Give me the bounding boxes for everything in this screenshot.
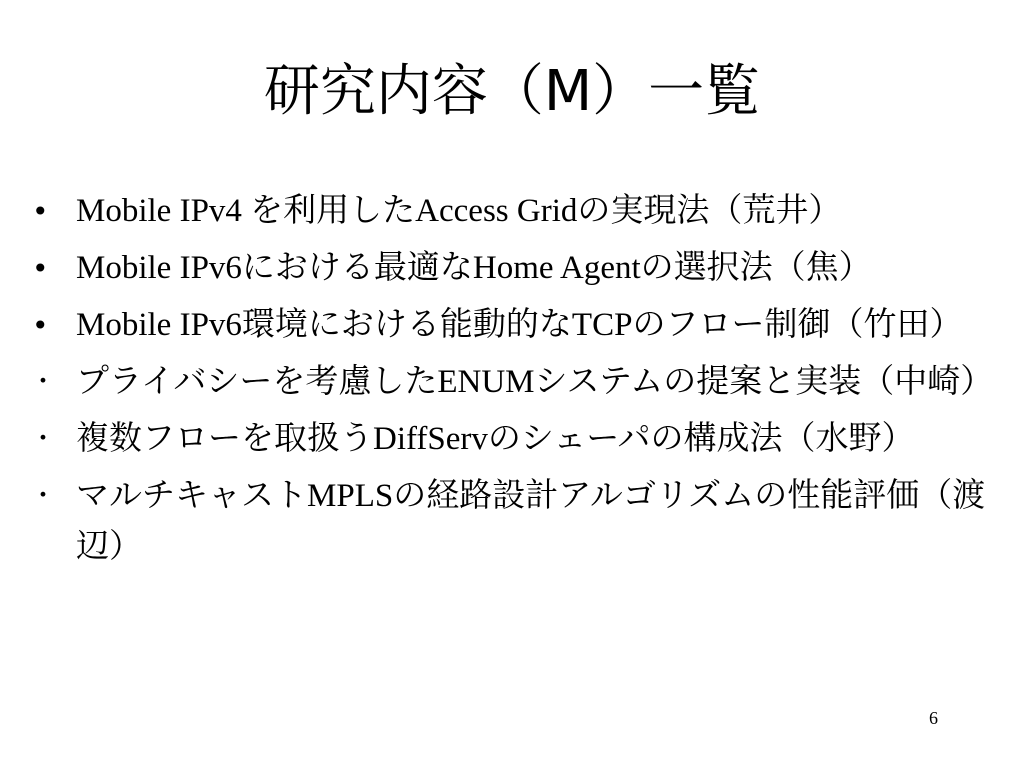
list-item-text: プライバシーを考慮したENUMシステムの提案と実装（中崎） — [76, 364, 994, 400]
list-item-text: Mobile IPv6環境における能動的なTCPのフロー制御（竹田） — [76, 307, 963, 343]
page-number: 6 — [929, 708, 938, 728]
list-item — [28, 300, 1008, 351]
slide-title: 研究内容（M）一覧 — [263, 59, 761, 124]
list-item-text: マルチキャストMPLSの経路設計アルゴリズムの性能評価（渡辺） — [76, 478, 986, 565]
list-item — [28, 243, 1008, 294]
bullet-icon: ・ — [30, 367, 57, 397]
list-item — [28, 186, 1008, 237]
bullet-icon: • — [32, 252, 49, 285]
list-item-text: Mobile IPv6における最適なHome Agentの選択法（焦） — [76, 250, 872, 286]
list-item-text: Mobile IPv4 を利用したAccess Gridの実現法（荒井） — [76, 193, 842, 229]
bullet-icon: ・ — [30, 424, 57, 454]
list-item — [28, 357, 1008, 408]
bullet-icon: • — [32, 195, 49, 228]
bullet-icon: ・ — [30, 481, 57, 511]
list-item-text: 複数フローを取扱うDiffServのシェーパの構成法（水野） — [76, 421, 915, 457]
list-item — [28, 414, 1008, 465]
research-topic-list — [28, 186, 1008, 579]
list-item — [28, 471, 1008, 573]
bullet-icon: • — [32, 309, 49, 342]
